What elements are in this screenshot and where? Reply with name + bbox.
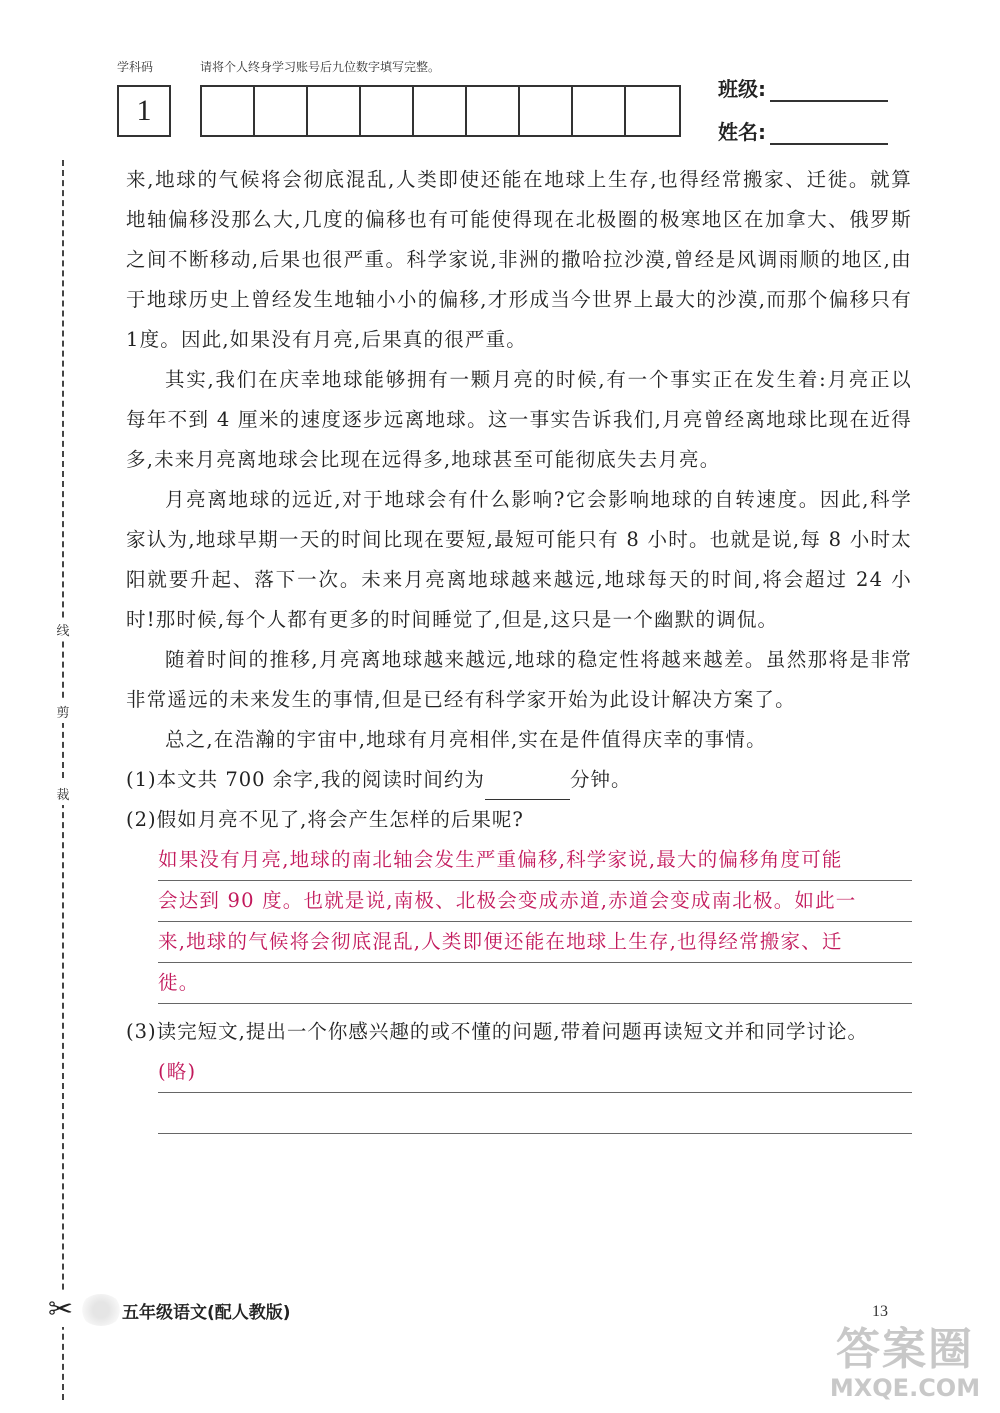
question-3: (3)读完短文,提出一个你感兴趣的或不懂的问题,带着问题再读短文并和同学讨论。 xyxy=(126,1020,869,1043)
name-input-line[interactable] xyxy=(770,123,888,145)
account-number-boxes[interactable] xyxy=(200,85,681,137)
question-1-prefix: (1)本文共 700 余字,我的阅读时间约为 xyxy=(126,768,485,791)
watermark-logo: 答案圈 xyxy=(836,1324,974,1375)
cutline-char-xian: 线 xyxy=(54,618,72,641)
passage-paragraph-5: 总之,在浩瀚的宇宙中,地球有月亮相伴,实在是件值得庆幸的事情。 xyxy=(165,728,767,751)
account-digit-box[interactable] xyxy=(361,87,414,135)
passage-paragraph-1: 来,地球的气候将会彻底混乱,人类即使还能在地球上生存,也得经常搬家、迁徙。就算地轴偏移没那么大,几度的偏移也有可能使得现在北极圈的极寒地区在加拿大、俄罗斯之间不断移动,后果也很严重。科学家说,非洲的撒哈拉沙漠,曾经是风调雨顺的地区,由于地球历史上曾经发生地轴小小的偏移,才形成当今世界上最大的沙漠,而那个偏移只有1度。因此,如果没有月亮,后果真的很严重。 xyxy=(126,168,912,351)
class-label: 班级: xyxy=(718,77,766,101)
question-2-answer xyxy=(158,840,912,1004)
account-digit-box[interactable] xyxy=(255,87,308,135)
question-2: (2)假如月亮不见了,将会产生怎样的后果呢? xyxy=(126,808,524,831)
account-digit-box[interactable] xyxy=(414,87,467,135)
class-field[interactable] xyxy=(718,73,888,102)
watermark xyxy=(815,1325,995,1410)
cutline-char-cai: 裁 xyxy=(54,782,72,805)
answer-line: 会达到 90 度。也就是说,南极、北极会变成赤道,赤道会变成南北极。如此一 xyxy=(158,881,912,922)
subject-code-label: 学科码 xyxy=(117,60,154,74)
account-instruction: 请将个人终身学习账号后九位数字填写完整。 xyxy=(200,60,441,74)
passage-paragraph-2: 其实,我们在庆幸地球能够拥有一颗月亮的时候,有一个事实正在发生着:月亮正以每年不到 4 厘米的速度逐步远离地球。这一事实告诉我们,月亮曾经离地球比现在近得多,未来月亮离地球会比现在远得多,地球甚至可能彻底失去月亮。 xyxy=(126,368,912,471)
page-number: 13 xyxy=(872,1303,888,1320)
passage-paragraph-3: 月亮离地球的远近,对于地球会有什么影响?它会影响地球的自转速度。因此,科学家认为,地球早期一天的时间比现在要短,最短可能只有 8 小时。也就是说,每 8 小时太阳就要升起、落下一次。未来月亮离地球越来越远,地球每天的时间,将会超过 24 小时!那时候,每个人都有更多的时间睡觉了,但是,这只是一个幽默的调侃。 xyxy=(126,488,912,631)
account-digit-box[interactable] xyxy=(573,87,626,135)
account-digit-box[interactable] xyxy=(308,87,361,135)
answer-blank-line[interactable] xyxy=(158,1093,912,1134)
question-1 xyxy=(126,760,912,800)
question-3-answer xyxy=(158,1052,912,1134)
book-title xyxy=(80,1292,320,1328)
scissors-icon: ✂ xyxy=(48,1292,74,1327)
answer-line: (略) xyxy=(158,1052,912,1093)
cutline-char-jian: 剪 xyxy=(54,700,72,723)
watermark-url: MXQE.COM xyxy=(829,1374,981,1402)
account-digit-box[interactable] xyxy=(202,87,255,135)
account-digit-box[interactable] xyxy=(467,87,520,135)
cut-line xyxy=(62,160,64,1400)
name-field[interactable] xyxy=(718,116,888,145)
answer-line: 如果没有月亮,地球的南北轴会发生严重偏移,科学家说,最大的偏移角度可能 xyxy=(158,840,912,881)
subject-code-box: 1 xyxy=(117,85,171,137)
class-input-line[interactable] xyxy=(770,80,888,102)
answer-line: 徙。 xyxy=(158,963,912,1004)
passage-paragraph-4: 随着时间的推移,月亮离地球越来越远,地球的稳定性将越来越差。虽然那将是非常非常遥远的未来发生的事情,但是已经有科学家开始为此设计解决方案了。 xyxy=(126,648,912,711)
decorative-circle-icon xyxy=(80,1294,122,1326)
name-label: 姓名: xyxy=(718,120,766,144)
question-1-suffix: 分钟。 xyxy=(569,768,632,791)
page-body xyxy=(126,160,912,1134)
reading-time-blank[interactable] xyxy=(485,773,570,800)
answer-line: 来,地球的气候将会彻底混乱,人类即便还能在地球上生存,也得经常搬家、迁 xyxy=(158,922,912,963)
book-title-text: 五年级语文(配人教版) xyxy=(122,1302,291,1323)
account-digit-box[interactable] xyxy=(626,87,679,135)
account-digit-box[interactable] xyxy=(520,87,573,135)
